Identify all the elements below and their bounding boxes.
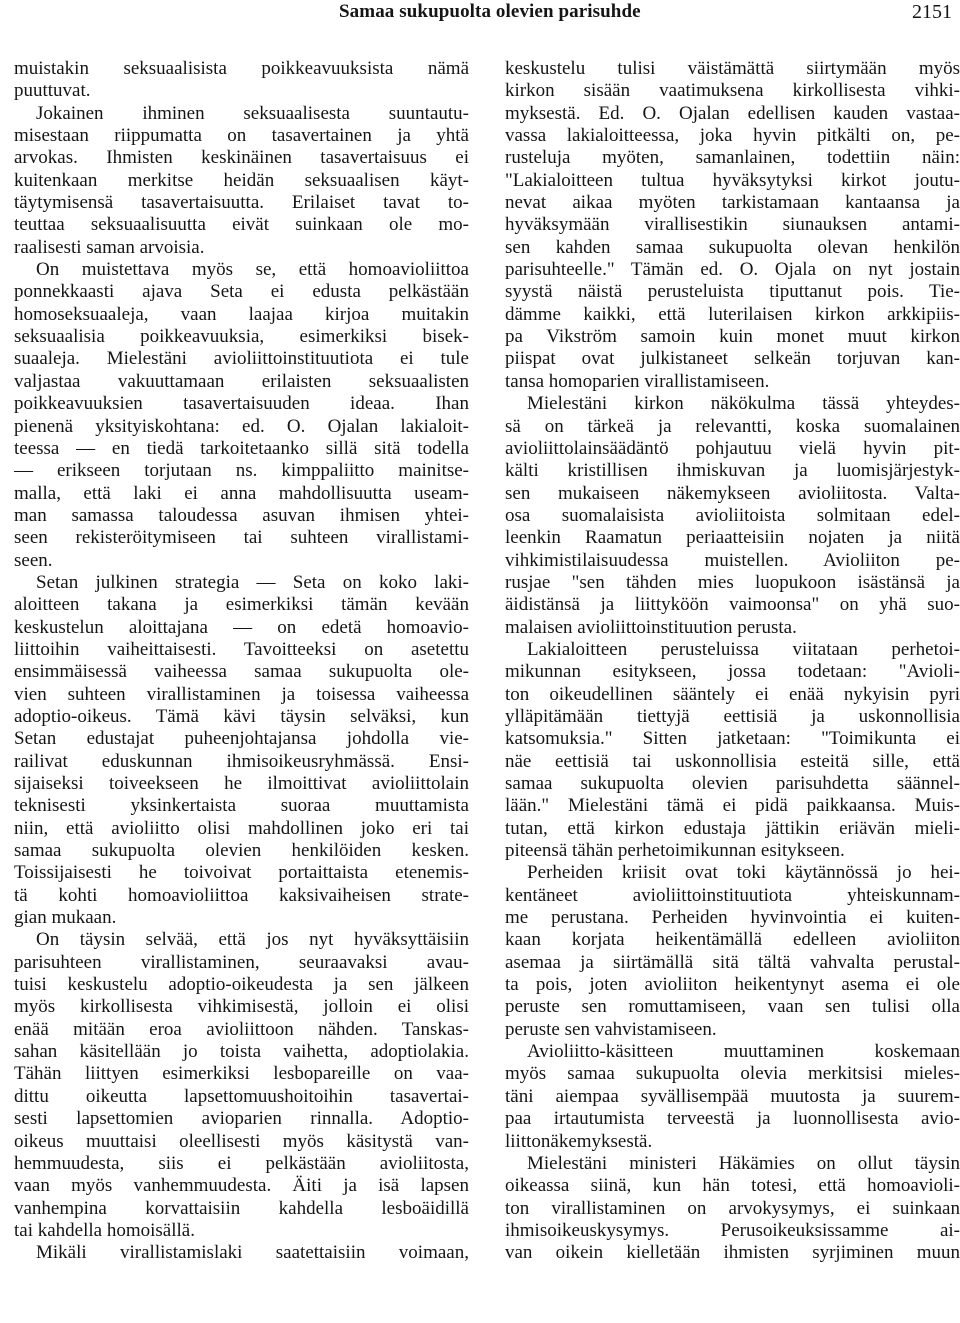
text-column-left [14, 58, 469, 1265]
page-number: 2151 [912, 1, 952, 23]
text-line: Setan julkinen strategia — Seta on koko laki- [36, 571, 469, 593]
text-line: osa suomalaisista avioliitoista solmitaan edel- [505, 504, 960, 526]
text-line: keskustelu tulisi väistämättä siirtymään myös [505, 58, 960, 79]
text-line: kaan korjata heikentämällä edelleen avioliiton [505, 929, 960, 951]
text-line: muistakin seksuaalisista poikkeavuuksista nämä [14, 58, 469, 79]
text-line: sahan käsitellään jo toista vaihetta, adoptiolakia. [14, 1041, 469, 1063]
text-line: kuitenkaan merkitse heidän seksuaalisen käyt- [14, 169, 469, 191]
text-line: man samassa taloudessa asuvan ihmisen yhtei- [14, 504, 469, 526]
text-line: Avioliitto-käsitteen muuttaminen koskemaan [527, 1041, 960, 1063]
text-line: sä on tärkeä ja relevantti, koska suomalainen [505, 415, 960, 437]
text-line: vassa lakialoitteessa, joka hyvin pitkälti on, pe- [505, 125, 960, 147]
text-line: teessa — en tiedä tarkoitetaanko sillä sitä todella [14, 437, 469, 459]
text-line: Mikäli virallistamislaki saatettaisiin voimaan, [36, 1242, 469, 1264]
text-line: tansa homoparien virallistamiseen. [505, 370, 770, 392]
text-line: dittu oikeutta lapsettomuushoitoihin tasavertai- [14, 1085, 469, 1107]
text-line: asemaa ja siirtämällä sitä tältä vahvalta perustal- [505, 951, 960, 973]
text-line: gian mukaan. [14, 907, 117, 929]
text-line: vanhempina korvattaisiin kahdella lesboäidillä [14, 1197, 469, 1219]
text-line: myös kirkollisesta vihkimisestä, jolloin ei olisi [14, 996, 469, 1018]
text-line: parisuhteen virallistaminen, seuraavaksi avau- [14, 951, 469, 973]
text-line: samaa sukupuolta olevien parisuhdetta säännel- [505, 773, 960, 794]
text-line: Mielestäni ministeri Häkämies on ollut täysin [527, 1152, 960, 1174]
text-line: mikunnan esitykseen, jossa todetaan: "Avioli- [505, 661, 960, 683]
text-line: aloitteen takana ja esimerkiksi tämän kevään [14, 594, 469, 616]
text-line: sijaiseksi toiveekseen he ilmoittivat avioliittolain [14, 773, 469, 794]
text-line: raalisesti saman arvoisia. [14, 236, 205, 258]
text-line: nevat aikaa myöten tarkistamaan kantaansa ja [505, 192, 960, 214]
text-line: dämme kaikki, että luterilaisen kirkon arkkipiis- [505, 303, 960, 325]
text-line: liittonäkemyksestä. [505, 1130, 653, 1152]
text-line: pa Vikström samoin kuin monet muut kirkon [505, 326, 960, 348]
text-line: piispat ovat julkistaneet selkeän torjuvan kan- [505, 348, 960, 370]
text-line: suaaleja. Mielestäni avioliittoinstituutiota ei tule [14, 348, 469, 370]
text-line: piteensä tähän perhetoimikunnan esitykseen. [505, 840, 845, 862]
text-line: Jokainen ihminen seksuaalisesta suuntautu- [36, 102, 469, 124]
text-line: hyväksymään virallisestikin siunauksen antami- [505, 214, 960, 236]
text-line: peruste sen romuttamiseen, vaan sen tulisi olla [505, 996, 960, 1018]
text-line: van oikein kielletään ihmisten syrjiminen muun [505, 1242, 960, 1264]
text-line: homoseksuaaleja, vaan laajaa kirjoa muitakin [14, 303, 469, 325]
text-line: poikkeavuuksien tasavertaisuuden ideaa. Ihan [14, 393, 469, 415]
text-line: Tähän liittyen esimerkiksi lesbopareille on vaa- [14, 1063, 469, 1085]
text-line: myös samaa sukupuolta olevia merkitsisi mieles- [505, 1063, 960, 1085]
text-line: lään." Mielestäni tämä ei pidä paikkaansa. Muis- [505, 795, 960, 817]
text-line: tutan, että kirkon edustaja jättikin eriävän mieli- [505, 817, 960, 839]
text-line: misestaan riippumatta on tasavertainen ja yhtä [14, 125, 469, 147]
text-line: katsomuksia." Sitten jatketaan: "Toimikunta ei [505, 728, 960, 750]
text-line: vien suhteen virallistaminen ja toisessa vaiheessa [14, 683, 469, 705]
text-line: syystä näistä perusteluista tiputtanut pois. Tie- [505, 281, 960, 303]
text-line: puuttuvat. [14, 80, 91, 102]
text-line: valjastaa vakuuttamaan erilaisten seksuaalisten [14, 370, 469, 392]
text-line: peruste sen vahvistamiseen. [505, 1018, 717, 1040]
text-line: seksuaalisia poikkeavuuksia, esimerkiksi bisek- [14, 326, 469, 348]
text-line: seen rekisteröitymiseen tai suhteen virallistami- [14, 527, 469, 549]
running-title: Samaa sukupuolta olevien parisuhde [339, 1, 641, 22]
text-line: pienenä yksityiskohtana: ed. O. Ojalan lakialoit- [14, 415, 469, 437]
text-line: ponnekkaasti ajava Seta ei edusta pelkästään [14, 281, 469, 303]
text-line: hemmuudesta, siis ei pelkästään avioliitosta, [14, 1152, 469, 1174]
text-line: ton virallistaminen on arvokysymys, ei suinkaan [505, 1197, 960, 1219]
text-line: malla, että laki ei anna mahdollisuutta useam- [14, 482, 469, 504]
text-line: me perustana. Perheiden hyvinvointia ei kuiten- [505, 907, 960, 929]
text-line: ton oikeudellinen sääntely ei enää nykyisin pyri [505, 683, 960, 705]
text-line: oikeassa siinä, kun hän totesi, että homoavioli- [505, 1175, 960, 1197]
text-line: malaisen avioliittoinstituution perusta. [505, 616, 797, 638]
text-line: — erikseen torjutaan ns. kimppaliitto mainitse- [14, 460, 469, 482]
text-line: tai kahdella homoisällä. [14, 1219, 195, 1241]
text-line: paa irtautumista terveestä ja luonnollisesta avio- [505, 1108, 960, 1130]
text-line: täytymisensä tasavertaisuutta. Erilaiset tavat to- [14, 192, 469, 214]
text-line: niin, että avioliitto olisi mahdollinen joko eri tai [14, 817, 469, 839]
text-line: vaan myös vanhemmuudesta. Äiti ja isä lapsen [14, 1175, 469, 1197]
text-line: ensimmäisessä vaiheessa samaa sukupuolta ole- [14, 661, 469, 683]
text-line: ihmisoikeuskysymys. Perusoikeuksissamme ai- [505, 1219, 960, 1241]
text-line: sen kahden samaa sukupuolta olevan henkilön [505, 236, 960, 258]
text-line: vihkimistilaisuudessa muistellen. Avioliiton pe- [505, 549, 960, 571]
text-line: rusteluja myöten, samanlainen, todettiin näin: [505, 147, 960, 169]
text-line: ta pois, joten avioliiton heikentynyt asema ei ole [505, 974, 960, 996]
text-line: parisuhteelle." Tämän ed. O. Ojala on nyt jostain [505, 259, 960, 281]
text-line: On täysin selvää, että jos nyt hyväksyttäisiin [36, 929, 469, 951]
text-column-right [505, 58, 960, 1265]
text-line: kentäneet avioliittoinstituutiota yhteiskunnam- [505, 884, 960, 906]
text-line: liittoihin vaiheittaisesti. Tavoitteeksi on asetettu [14, 638, 469, 660]
text-line: railivat eduskunnan ihmisoikeusryhmässä. Ensi- [14, 750, 469, 772]
text-line: On muistettava myös se, että homoavioliittoa [36, 259, 469, 281]
text-line: tä kohti homoavioliittoa kaksivaiheisen strate- [14, 884, 469, 906]
text-line: oikeus muuttaisi oleellisesti myös käsitystä van- [14, 1130, 469, 1152]
text-line: ylläpitämään tiettyjä eettisiä ja uskonnollisia [505, 705, 960, 727]
text-line: avioliittolainsäädäntö pohjautuu vielä hyvin pit- [505, 437, 960, 459]
text-line: rusjae "sen tähden mies luopukoon isästänsä ja [505, 571, 960, 593]
text-line: leenkin Raamatun periaatteisiin nojaten ja niitä [505, 527, 960, 549]
text-line: teknisesti yksinkertaista suoraa muuttamista [14, 795, 469, 817]
text-line: seen. [14, 549, 53, 571]
text-line: Perheiden kriisit ovat toki käytännössä jo hei- [527, 862, 960, 884]
text-line: Setan edustajat puheenjohtajansa johdolla vie- [14, 728, 469, 750]
text-line: "Lakialoitteen tultua hyväksytyksi kirkot joutu- [505, 169, 960, 191]
text-line: Toissijaisesti he toivoivat portaittaista etenemis- [14, 862, 469, 884]
text-line: teuttaa seksuaalisuutta eivät suinkaan ole mo- [14, 214, 469, 236]
text-line: keskustelun aloittajana — on edetä homoavio- [14, 616, 469, 638]
text-line: sen mukaiseen näkemykseen avioliitosta. Valta- [505, 482, 960, 504]
text-line: enää mitään eroa avioliittoon nähden. Tanskas- [14, 1018, 469, 1040]
text-line: arvokas. Ihmisten keskinäinen tasavertaisuus ei [14, 147, 469, 169]
running-header [0, 0, 960, 26]
text-line: tuisi keskustelu adoptio-oikeudesta ja sen jälkeen [14, 974, 469, 996]
text-line: myksestä. Ed. O. Ojalan edellisen kauden vastaa- [505, 102, 960, 124]
text-line: samaa sukupuolta olevien henkilöiden kesken. [14, 840, 469, 862]
text-line: sesti lapsettomien avioparien rinnalla. Adoptio- [14, 1108, 469, 1130]
text-line: täni aiempaa syvällisempää muutosta ja suurem- [505, 1085, 960, 1107]
text-line: adoptio-oikeus. Tämä kävi täysin selväksi, kun [14, 705, 469, 727]
text-line: äidistänsä ja liittyköön vaimoonsa" on yhä suo- [505, 594, 960, 616]
text-line: kirkon sisään vaatimuksena kirkollisesta vihki- [505, 80, 960, 102]
text-line: kälti kristillisen ihmiskuvan ja luomisjärjestyk- [505, 460, 960, 482]
text-line: Mielestäni kirkon näkökulma tässä yhteydes- [527, 393, 960, 415]
text-line: näe eettisiä tai uskonnollisia esteitä sille, että [505, 750, 960, 772]
text-line: Lakialoitteen perusteluissa viitataan perhetoi- [527, 638, 960, 660]
